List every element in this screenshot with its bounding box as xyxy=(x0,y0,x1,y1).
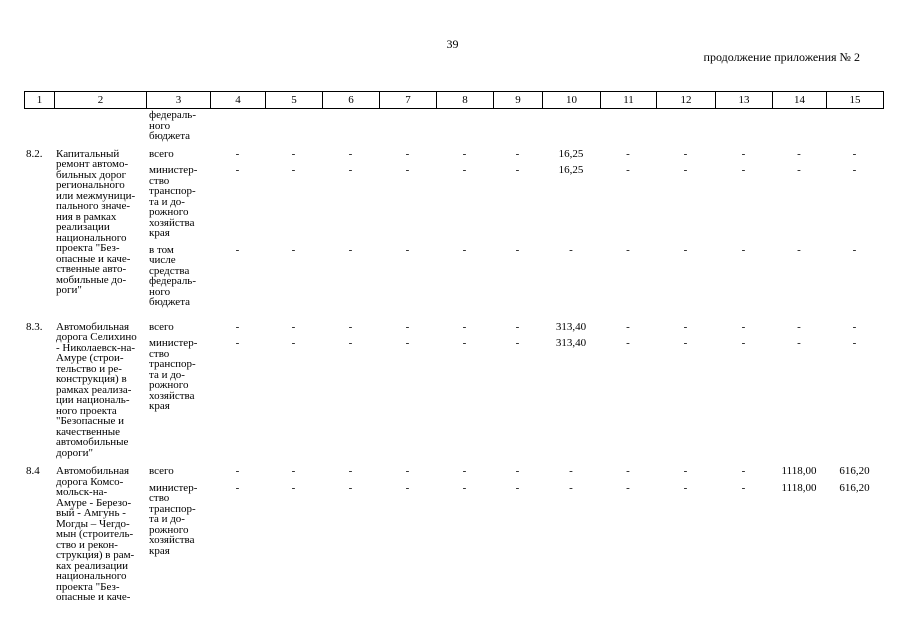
item-description-line: дорога Селихино xyxy=(56,331,137,343)
item-description-line: национального xyxy=(56,231,127,244)
value-cell: - xyxy=(683,465,688,477)
item-description-line: Автомобильная xyxy=(56,320,130,333)
value-cell: - xyxy=(291,465,296,477)
funding-source xyxy=(149,165,197,239)
item-description-line: мобильные до- xyxy=(56,273,127,286)
value-cell: - xyxy=(405,243,410,256)
funding-source-line: федераль- xyxy=(149,275,196,287)
value-cell: - xyxy=(515,465,520,477)
value-cell: - xyxy=(462,164,467,176)
value-cell: - xyxy=(683,164,688,176)
value-cell: 313,40 xyxy=(555,320,587,333)
column-header-15: 15 xyxy=(827,92,884,109)
item-description-line: ство и рекон- xyxy=(56,538,118,551)
funding-source-line: хозяйства xyxy=(149,534,195,546)
column-header-13: 13 xyxy=(716,92,773,109)
item-description-line: качественные xyxy=(56,425,121,438)
value-cell: 16,25 xyxy=(558,164,584,176)
column-header-2: 2 xyxy=(55,92,147,109)
value-cell: - xyxy=(462,320,467,333)
funding-source-line: числе xyxy=(149,254,176,266)
item-description-line: ках реализации xyxy=(56,559,129,572)
item-description-line: пального значе- xyxy=(56,200,130,212)
value-cell: - xyxy=(291,337,296,349)
value-cell: - xyxy=(348,320,353,333)
funding-source-line: края xyxy=(149,227,170,239)
item-description-line: рамках реализа- xyxy=(56,383,132,396)
funding-source-line: министер- xyxy=(149,481,198,494)
value-cell: - xyxy=(291,481,296,494)
column-header-14: 14 xyxy=(773,92,827,109)
item-description-line: ственные авто- xyxy=(56,263,127,275)
value-cell: - xyxy=(462,337,467,349)
source-cell-line: ного xyxy=(149,119,171,132)
item-description-line: Могды – Чегдо- xyxy=(56,517,130,530)
value-cell: - xyxy=(515,243,520,256)
column-header-6: 6 xyxy=(323,92,380,109)
value-cell: - xyxy=(235,164,240,176)
value-cell: 16,25 xyxy=(558,147,584,160)
funding-source-line: ство xyxy=(149,174,170,187)
value-cell: - xyxy=(235,147,240,160)
funding-source-line: транспор- xyxy=(149,358,196,370)
item-description xyxy=(56,322,137,459)
item-description-line: регионального xyxy=(56,179,125,191)
funding-source-line: ного xyxy=(149,285,171,298)
item-description-line: Амуре - Березо- xyxy=(56,496,132,509)
value-cell: - xyxy=(291,243,296,256)
value-cell: - xyxy=(462,243,467,256)
column-header-10: 10 xyxy=(543,92,601,109)
funding-source-line: та и до- xyxy=(149,368,185,381)
value-cell: - xyxy=(626,481,630,494)
funding-source-line: ство xyxy=(149,347,170,360)
value-cell: - xyxy=(797,147,801,160)
funding-source-line: транспор- xyxy=(149,502,196,515)
value-cell: - xyxy=(405,164,410,176)
funding-source-line: министер- xyxy=(149,337,198,349)
funding-source-line: хозяйства xyxy=(149,216,195,229)
column-header-7: 7 xyxy=(380,92,437,109)
value-cell: - xyxy=(348,164,353,176)
value-cell: - xyxy=(348,337,353,349)
funding-source-line: рожного xyxy=(149,523,189,536)
item-description-line: Автомобильная xyxy=(56,465,130,477)
item-description-line: Амуре (строи- xyxy=(56,352,124,364)
item-description-line: бильных дорог xyxy=(56,168,127,181)
item-description-line: тельство и ре- xyxy=(56,362,122,375)
value-cell: - xyxy=(235,465,240,477)
source-cell-line: бюджета xyxy=(149,130,191,142)
value-cell: - xyxy=(683,337,688,349)
value-cell: - xyxy=(797,164,801,176)
funding-source-line: транспор- xyxy=(149,185,196,197)
page-number: 39 xyxy=(446,37,459,51)
funding-source-line: всего xyxy=(149,147,174,160)
value-cell: - xyxy=(741,243,746,256)
value-cell: - xyxy=(235,320,240,333)
column-header-8: 8 xyxy=(437,92,494,109)
value-cell: - xyxy=(462,481,467,494)
funding-source xyxy=(149,149,174,160)
item-description-line: конструкция) в xyxy=(56,373,127,385)
value-cell: - xyxy=(462,465,467,477)
value-cell: - xyxy=(683,243,688,256)
item-description-line: ния в рамках xyxy=(56,210,117,223)
item-description-line: ного проекта xyxy=(56,404,117,417)
item-description-line: или межмуници- xyxy=(56,189,136,202)
value-cell: - xyxy=(852,320,857,333)
funding-source-line: та и до- xyxy=(149,513,185,525)
value-cell: - xyxy=(291,164,296,176)
funding-source-line: края xyxy=(149,400,170,412)
value-cell: - xyxy=(348,481,353,494)
source-cell xyxy=(149,110,196,142)
value-cell: - xyxy=(405,147,410,160)
funding-source-line: рожного xyxy=(149,379,189,391)
value-cell: 616,20 xyxy=(839,481,870,494)
funding-source-line: министер- xyxy=(149,164,198,176)
value-cell: - xyxy=(235,337,240,349)
item-description-line: национального xyxy=(56,570,127,582)
funding-source xyxy=(149,338,197,412)
funding-source-line: та и до- xyxy=(149,195,185,208)
value-cell: - xyxy=(741,164,746,176)
funding-source-line: края xyxy=(149,544,170,557)
funding-source-line: ство xyxy=(149,492,170,504)
value-cell: - xyxy=(515,337,520,349)
funding-source-line: хозяйства xyxy=(149,389,195,402)
column-header-5: 5 xyxy=(266,92,323,109)
value-cell: - xyxy=(741,337,746,349)
item-description xyxy=(56,149,135,296)
value-cell: - xyxy=(235,481,240,494)
item-description-line: опасные и каче- xyxy=(56,252,131,265)
value-cell: - xyxy=(515,481,520,494)
value-cell: - xyxy=(852,147,857,160)
value-cell: - xyxy=(626,337,630,349)
value-cell: - xyxy=(797,320,801,333)
value-cell: - xyxy=(515,320,520,333)
value-cell: - xyxy=(348,147,353,160)
column-header-1: 1 xyxy=(25,92,55,109)
value-cell: - xyxy=(852,337,857,349)
value-cell: - xyxy=(569,481,573,494)
value-cell: - xyxy=(683,147,688,160)
item-description-line: опасные и каче- xyxy=(56,591,131,603)
source-cell-line: федераль- xyxy=(149,109,196,121)
item-description-line: мольск-на- xyxy=(56,486,108,498)
item-description-line: проекта "Без- xyxy=(56,242,120,254)
funding-source-line: рожного xyxy=(149,206,189,218)
continuation-label: продолжение приложения № 2 xyxy=(703,50,860,64)
item-description-line: вый - Амгунь - xyxy=(56,507,126,519)
value-cell: - xyxy=(741,320,746,333)
value-cell: - xyxy=(741,481,746,494)
value-cell: - xyxy=(569,465,573,477)
item-description-line: "Безопасные и xyxy=(56,415,125,427)
funding-source xyxy=(149,245,196,308)
value-cell: - xyxy=(683,320,688,333)
value-cell: - xyxy=(291,320,296,333)
value-cell: - xyxy=(797,243,801,256)
item-description-line: проекта "Без- xyxy=(56,580,120,593)
funding-source xyxy=(149,466,174,477)
value-cell: - xyxy=(405,320,410,333)
item-description xyxy=(56,466,134,603)
value-cell: 1118,00 xyxy=(781,481,817,494)
value-cell: - xyxy=(462,147,467,160)
value-cell: - xyxy=(515,164,520,176)
column-header-row xyxy=(25,92,884,109)
item-description-line: мын (строитель- xyxy=(56,528,134,540)
value-cell: - xyxy=(626,465,630,477)
value-cell: - xyxy=(235,243,240,256)
value-cell: - xyxy=(626,164,630,176)
value-cell: - xyxy=(405,337,410,349)
value-cell: - xyxy=(626,147,630,160)
value-cell: - xyxy=(626,243,630,256)
item-number: 8.2. xyxy=(26,147,43,160)
item-description-line: дорога Комсо- xyxy=(56,475,124,488)
funding-source-line: в том xyxy=(149,243,174,256)
item-description-line: роги" xyxy=(56,284,82,296)
value-cell: 616,20 xyxy=(839,465,870,477)
funding-source xyxy=(149,322,174,333)
column-header-12: 12 xyxy=(657,92,716,109)
funding-source-line: всего xyxy=(149,320,174,333)
value-cell: - xyxy=(515,147,520,160)
value-cell: 313,40 xyxy=(555,337,587,349)
value-cell: - xyxy=(626,320,630,333)
funding-source xyxy=(149,483,197,557)
value-cell: - xyxy=(569,243,573,256)
value-cell: - xyxy=(741,465,746,477)
item-number: 8.4 xyxy=(26,465,40,477)
column-header-4: 4 xyxy=(211,92,266,109)
column-header-table xyxy=(24,91,884,109)
item-description-line: дороги" xyxy=(56,446,93,459)
value-cell: - xyxy=(348,243,353,256)
value-cell: - xyxy=(797,337,801,349)
funding-source-line: бюджета xyxy=(149,296,191,308)
item-description-line: Капитальный xyxy=(56,147,120,160)
funding-source-line: средства xyxy=(149,264,190,277)
value-cell: - xyxy=(348,465,353,477)
value-cell: - xyxy=(291,147,296,160)
value-cell: 1118,00 xyxy=(781,465,817,477)
value-cell: - xyxy=(852,164,857,176)
item-description-line: автомобильные xyxy=(56,436,129,448)
item-description-line: - Николаевск-на- xyxy=(56,341,136,354)
item-description-line: ции националь- xyxy=(56,394,130,406)
column-header-3: 3 xyxy=(147,92,211,109)
item-description-line: реализации xyxy=(56,221,110,233)
column-header-11: 11 xyxy=(601,92,657,109)
column-header-9: 9 xyxy=(494,92,543,109)
item-description-line: ремонт автомо- xyxy=(56,158,129,170)
value-cell: - xyxy=(852,243,857,256)
item-number: 8.3. xyxy=(26,320,43,333)
item-description-line: струкция) в рам- xyxy=(56,549,135,561)
funding-source-line: всего xyxy=(149,465,174,477)
value-cell: - xyxy=(405,481,410,494)
value-cell: - xyxy=(741,147,746,160)
value-cell: - xyxy=(405,465,410,477)
value-cell: - xyxy=(683,481,688,494)
